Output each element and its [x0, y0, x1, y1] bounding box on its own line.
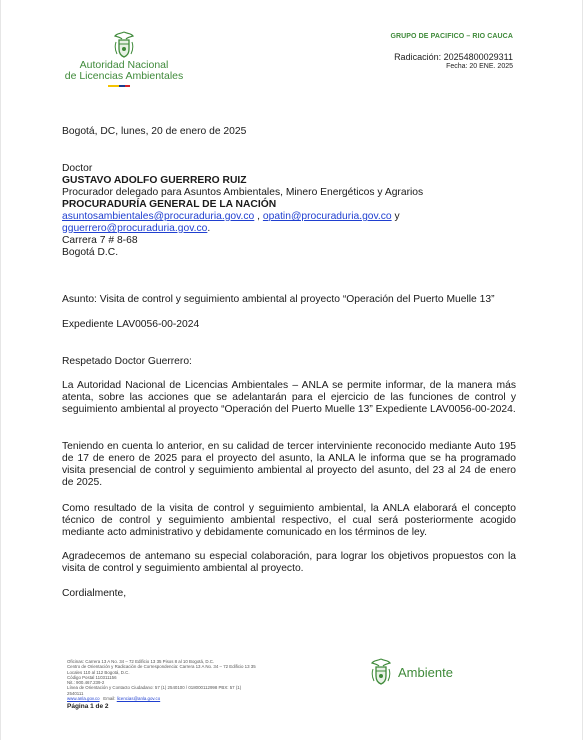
- institution-name: PROCURADURÍA GENERAL DE LA NACIÓN: [62, 199, 277, 210]
- page-number: Página 1 de 2: [67, 703, 109, 710]
- ambiente-label: Ambiente: [398, 664, 453, 680]
- coat-of-arms-icon: [111, 30, 137, 60]
- email-line: [62, 211, 400, 223]
- email-period: .: [207, 223, 211, 234]
- expediente-line: Expediente LAV0056-00-2024: [62, 319, 200, 330]
- footer-line: Nit.: 900.467.239-2: [67, 680, 105, 686]
- ambiente-logo: [368, 657, 453, 687]
- email-link-1[interactable]: asuntosambientales@procuraduria.gov.co: [62, 211, 255, 222]
- email-link-2[interactable]: opatin@procuraduria.gov.co: [262, 211, 392, 222]
- group-label: GRUPO DE PACIFICO – RIO CAUCA: [390, 33, 513, 40]
- paragraph-1: La Autoridad Nacional de Licencias Ambientales – ANLA se permite informar, de la manera más atenta, sobre las acciones que se adelantarán para el ejercicio de las funciones de control y seguimiento ambiental al proyecto “Operación del Puerto Muelle 13” Expediente LAV0056-00-2024.: [62, 380, 516, 416]
- logo-line-1: Autoridad Nacional: [79, 59, 169, 71]
- email-conjunction: y: [391, 211, 400, 222]
- email-separator: ,: [254, 211, 263, 222]
- address-line-1: Carrera 7 # 8-68: [62, 235, 138, 246]
- anla-logo: [64, 30, 184, 82]
- address-line-2: Bogotá D.C.: [62, 247, 119, 258]
- footer-web-line: [67, 696, 256, 701]
- colombia-flag-stripe: [108, 85, 130, 87]
- footer-line: Código Postal 110311156: [67, 674, 117, 680]
- footer-line: Locales 110 al 112 Bogotá, D.C.: [67, 669, 130, 675]
- closing: Cordialmente,: [62, 588, 127, 599]
- recipient-role: Procurador delegado para Asuntos Ambientales, Minero Energéticos y Agrarios: [62, 187, 424, 198]
- greeting: Respetado Doctor Guerrero:: [62, 356, 192, 367]
- footer-email-link[interactable]: licencias@anla.gov.co: [116, 696, 161, 702]
- footer-line: Centro de Orientación y Radicación de Correspondencia: Carrera 13 A No. 34 – 72 Edificio 13 35: [67, 664, 256, 670]
- footer-website-link[interactable]: www.anla.gov.co: [67, 696, 100, 702]
- footer-line: Oficinas: Carrera 13 A No. 34 – 72 Edificio 13 35 Pisos 8 al 10 Bogotá, D.C.: [67, 659, 215, 664]
- subject-line: Asunto: Visita de control y seguimiento ambiental al proyecto “Operación del Puerto Muelle 13”: [62, 294, 495, 305]
- footer-email-label: Email:: [103, 696, 116, 702]
- logo-line-2: de Licencias Ambientales: [64, 70, 184, 82]
- radicacion-number: Radicación: 20254800029311: [394, 52, 513, 62]
- email-line-2: [62, 223, 210, 235]
- email-link-3[interactable]: gguerrero@procuraduria.gov.co: [62, 223, 208, 234]
- paragraph-4: Agradecemos de antemano su especial colaboración, para lograr los objetivos propuestos con la visita de control y seguimiento ambiental al proyecto.: [62, 551, 516, 575]
- paragraph-3: Como resultado de la visita de control y seguimiento ambiental, la ANLA elaborará el concepto técnico de control y seguimiento ambiental respectivo, el cual será posteriormente acogido mediante acto administrativo y debidamente comunicado en los términos de ley.: [62, 503, 516, 539]
- salutation-title: Doctor: [62, 163, 93, 174]
- footer-line: 2540111: [67, 690, 84, 696]
- footer-contact: [67, 659, 256, 701]
- filing-block: [390, 33, 513, 70]
- date-line: Bogotá, DC, lunes, 20 de enero de 2025: [62, 126, 247, 137]
- recipient-name: GUSTAVO ADOLFO GUERRERO RUIZ: [62, 175, 247, 186]
- filing-date: Fecha: 20 ENE. 2025: [446, 63, 513, 70]
- coat-of-arms-icon: [368, 657, 394, 687]
- footer-line: Línea de Orientación y Contacto Ciudadano: 57 (1) 2540100 / 018000112998 PBX: 57 (1): [67, 685, 242, 691]
- paragraph-2: Teniendo en cuenta lo anterior, en su calidad de tercer interviniente reconocido mediante Auto 195 de 17 de enero de 2025 para el proyecto del asunto, la ANLA le informa que se ha programado visita presencial de control y seguimiento ambiental al proyecto del asunto, del 23 al 24 de enero de 2025.: [62, 441, 516, 489]
